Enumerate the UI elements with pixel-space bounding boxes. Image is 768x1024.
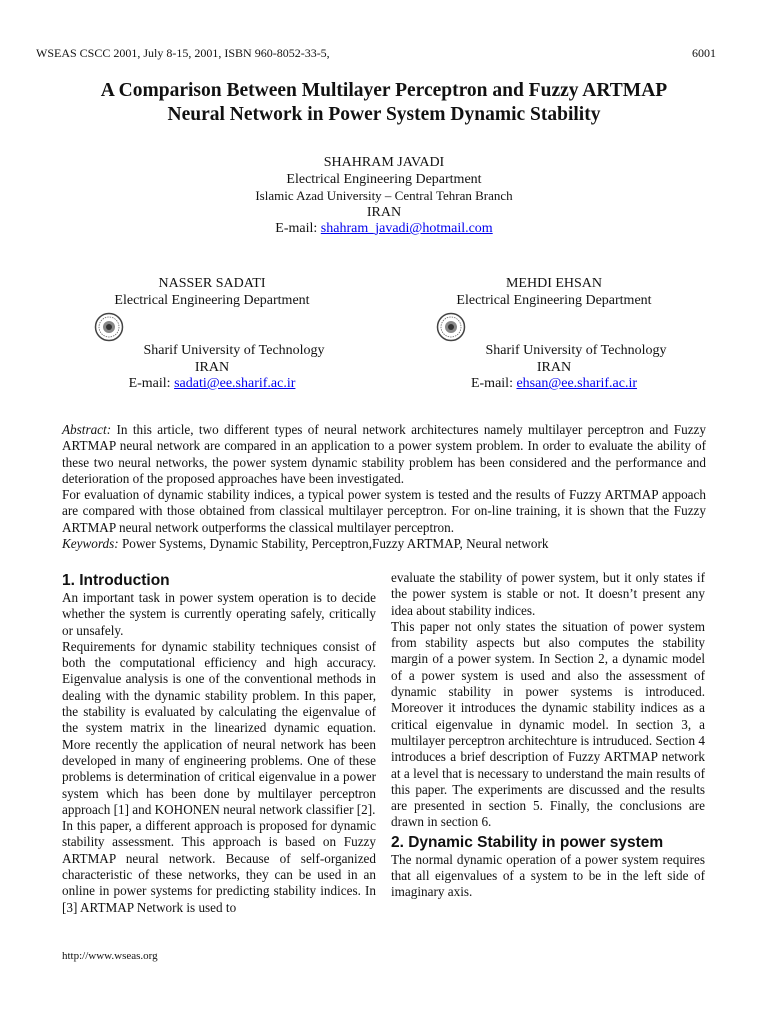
title-line-2: Neural Network in Power System Dynamic Stability <box>167 104 601 125</box>
keywords-label: Keywords: <box>62 536 119 552</box>
right-column <box>391 570 705 901</box>
university-seal-icon <box>436 312 466 342</box>
email-link[interactable]: sadati@ee.sharif.ac.ir <box>174 376 296 391</box>
paragraph: An important task in power system operation is to decide whether the system is currently operating safely, critically or unsafely. <box>62 590 376 638</box>
author-block-2 <box>62 276 362 393</box>
author-email-line <box>404 376 704 393</box>
abstract-text: In this article, two different types of neural network architectures namely multilayer perceptron and Fuzzy ARTMAP neural network are compared in an application to a power system problem. In order to evaluate the ability of these two neural networks, the power system dynamic stability problem has been considered and the performance and deterioration of the proposed approaches have been investigated. <box>62 422 707 486</box>
author-dept: Electrical Engineering Department <box>114 292 310 308</box>
title-line-1: A Comparison Between Multilayer Perceptron and Fuzzy ARTMAP <box>100 80 668 101</box>
paragraph: evaluate the stability of power system, but it only states if the power system is stable or not. It doesn’t present any idea about stability indices. <box>391 570 705 618</box>
author-name: SHAHRAM JAVADI <box>323 155 445 170</box>
footer-url: http://www.wseas.org <box>62 950 158 962</box>
university-seal-icon <box>94 312 124 342</box>
paper-title <box>0 79 768 127</box>
keywords <box>62 536 706 552</box>
author-block-1 <box>0 155 768 238</box>
author-dept: Electrical Engineering Department <box>456 292 652 308</box>
author-institution: Islamic Azad University – Central Tehran Branch <box>255 188 513 203</box>
seal-row <box>62 309 362 343</box>
author-country: IRAN <box>194 359 230 375</box>
page-number: 6001 <box>692 46 716 60</box>
paragraph: The normal dynamic operation of a power system requires that all eigenvalues of a system to be in the left side of imaginary axis. <box>391 851 705 900</box>
author-country: IRAN <box>536 359 572 375</box>
email-label: E-mail: <box>275 221 318 236</box>
section-heading-dynamic-stability: 2. Dynamic Stability in power system <box>391 833 664 851</box>
author-email-line <box>0 221 768 238</box>
running-header: WSEAS CSCC 2001, July 8-15, 2001, ISBN 960-8052-33-5, <box>36 46 330 60</box>
author-name: MEHDI EHSAN <box>505 276 603 291</box>
paragraph: In this paper, a different approach is proposed for dynamic stability assessment. This approach is based on Fuzzy ARTMAP neural network. Because of self-organized characteristic of these networks, they can be used in an online in power systems for predicting stability indices. In [3] ARTMAP Network is used to <box>62 818 376 915</box>
author-institution: Sharif University of Technology <box>485 343 667 358</box>
author-name: NASSER SADATI <box>158 276 266 291</box>
abstract-paragraph-2: For evaluation of dynamic stability indices, a typical power system is tested and the results of Fuzzy ARTMAP appoach are compared with those obtained from classical multilayer perceptron. For on-line training, it is shown that the Fuzzy ARTMAP neural network outperforms the classical multilayer perceptron. <box>62 487 706 535</box>
author-institution: Sharif University of Technology <box>143 343 325 358</box>
paragraph: This paper not only states the situation of power system from stability aspects but also computes the stability margin of a power system. In Section 2, a dynamic model of a power system is used and also the assessment of dynamic stability in power systems is introduced. Moreover it introduces the dynamic stability indices as a critical eigenvalue in dynamic model. In section 3, a multilayer perceptron architechture is intruduced. Section 4 introduces a brief description of Fuzzy ARTMAP network at a level that is necessary to understand the main results of this paper. The experiments are discussed and the results are presented in section 5. Finally, the conclusions are drawn in section 6. <box>391 618 705 830</box>
abstract-label: Abstract: <box>62 422 112 437</box>
email-label: E-mail: <box>470 376 513 391</box>
email-link[interactable]: ehsan@ee.sharif.ac.ir <box>516 376 638 391</box>
paragraph: Requirements for dynamic stability techniques consist of both the computational efficiency and high accuracy. Eigenvalue analysis is one of the conventional methods in dealing with the dynamic stability problem. In this paper, the stability is evaluated by calculating the eigenvalue of the system matrix in the linearized dynamic equation. More recently the application of neural network has been developed in many of engineering problems. One of these problems is determination of critical eigenvalue in a power system which has been done by multilayer perceptron approach [1] and KOHONEN neural network classifier [2]. <box>62 638 376 817</box>
email-link[interactable]: shahram_javadi@hotmail.com <box>320 221 493 236</box>
author-email-line <box>62 376 362 393</box>
seal-row <box>404 309 704 343</box>
keywords-text: Power Systems, Dynamic Stability, Perceptron,Fuzzy ARTMAP, Neural network <box>121 536 549 552</box>
section-heading-introduction: 1. Introduction <box>62 572 170 589</box>
left-column <box>62 572 376 916</box>
author-dept: Electrical Engineering Department <box>286 171 482 187</box>
abstract-paragraph-1 <box>62 422 706 487</box>
author-block-3 <box>404 276 704 393</box>
author-country: IRAN <box>366 204 402 220</box>
abstract <box>62 422 706 552</box>
email-label: E-mail: <box>128 376 171 391</box>
